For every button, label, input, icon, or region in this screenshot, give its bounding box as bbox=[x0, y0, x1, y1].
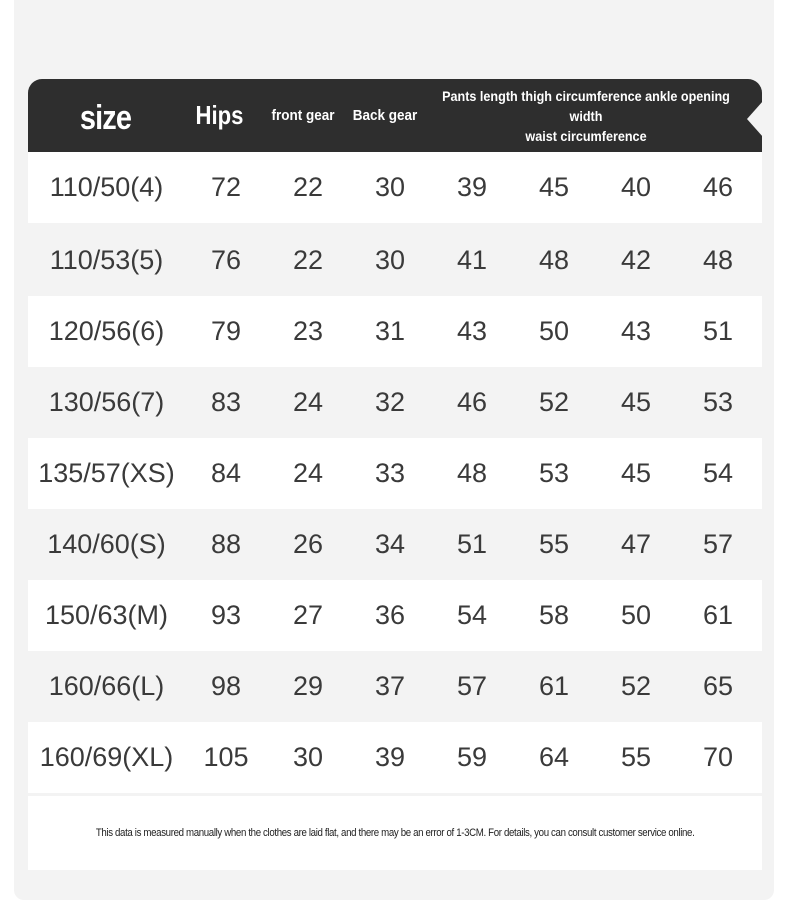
cell-value: 43 bbox=[456, 316, 488, 346]
cell-value: 47 bbox=[620, 529, 652, 559]
cell-value: 40 bbox=[620, 172, 652, 202]
cell-value: 31 bbox=[374, 316, 406, 346]
cell-value: 88 bbox=[210, 529, 242, 559]
cell-value: 57 bbox=[456, 671, 488, 701]
header-measurements-line1: Pants length thigh circumference ankle opening width bbox=[442, 87, 730, 124]
cell-value: 45 bbox=[620, 458, 652, 488]
cell-value: 33 bbox=[374, 458, 406, 488]
cell-value: 27 bbox=[292, 600, 324, 630]
cell-value: 76 bbox=[210, 245, 242, 275]
cell-value: 83 bbox=[210, 387, 242, 417]
table-row bbox=[28, 225, 762, 296]
cell-value: 58 bbox=[538, 600, 570, 630]
table-row bbox=[28, 722, 762, 793]
cell-value: 64 bbox=[538, 742, 570, 772]
cell-value: 72 bbox=[210, 172, 242, 202]
cell-value: 46 bbox=[456, 387, 488, 417]
cell-value: 79 bbox=[210, 316, 242, 346]
cell-value: 55 bbox=[620, 742, 652, 772]
header-front-gear: front gear bbox=[271, 107, 335, 124]
cell-value: 30 bbox=[292, 742, 324, 772]
cell-value: 30 bbox=[374, 172, 406, 202]
cell-size: 140/60(S) bbox=[47, 529, 166, 559]
table-row bbox=[28, 152, 762, 223]
cell-value: 42 bbox=[620, 245, 652, 275]
cell-value: 52 bbox=[620, 671, 652, 701]
cell-value: 48 bbox=[456, 458, 488, 488]
cell-value: 54 bbox=[456, 600, 488, 630]
table-row bbox=[28, 296, 762, 367]
cell-value: 51 bbox=[702, 316, 734, 346]
cell-value: 50 bbox=[538, 316, 570, 346]
cell-value: 105 bbox=[203, 742, 249, 772]
header-measurements bbox=[442, 86, 730, 146]
cell-value: 51 bbox=[456, 529, 488, 559]
cell-value: 22 bbox=[292, 245, 324, 275]
cell-value: 54 bbox=[702, 458, 734, 488]
cell-value: 39 bbox=[456, 172, 488, 202]
cell-value: 36 bbox=[374, 600, 406, 630]
cell-size: 120/56(6) bbox=[48, 316, 165, 346]
table-row bbox=[28, 438, 762, 509]
cell-value: 23 bbox=[292, 316, 324, 346]
cell-value: 65 bbox=[702, 671, 734, 701]
footer-note-area bbox=[28, 796, 762, 870]
cell-value: 61 bbox=[702, 600, 734, 630]
cell-value: 50 bbox=[620, 600, 652, 630]
cell-value: 45 bbox=[620, 387, 652, 417]
cell-value: 34 bbox=[374, 529, 406, 559]
cell-value: 29 bbox=[292, 671, 324, 701]
cell-value: 53 bbox=[538, 458, 570, 488]
table-row bbox=[28, 651, 762, 722]
header-notch bbox=[747, 101, 763, 137]
cell-size: 110/53(5) bbox=[49, 245, 164, 275]
cell-value: 26 bbox=[292, 529, 324, 559]
cell-value: 41 bbox=[456, 245, 488, 275]
header-size: size bbox=[79, 99, 132, 137]
cell-value: 70 bbox=[702, 742, 734, 772]
cell-value: 93 bbox=[210, 600, 242, 630]
cell-size: 130/56(7) bbox=[48, 387, 165, 417]
table-row bbox=[28, 509, 762, 580]
table-header bbox=[28, 79, 762, 152]
cell-value: 43 bbox=[620, 316, 652, 346]
cell-value: 22 bbox=[292, 172, 324, 202]
header-measurements-line2: waist circumference bbox=[525, 127, 647, 144]
cell-value: 84 bbox=[210, 458, 242, 488]
cell-value: 39 bbox=[374, 742, 406, 772]
cell-value: 46 bbox=[702, 172, 734, 202]
cell-size: 150/63(M) bbox=[44, 600, 169, 630]
cell-size: 160/69(XL) bbox=[39, 742, 174, 772]
cell-value: 48 bbox=[702, 245, 734, 275]
cell-value: 98 bbox=[210, 671, 242, 701]
cell-value: 32 bbox=[374, 387, 406, 417]
cell-size: 110/50(4) bbox=[49, 172, 164, 202]
cell-value: 24 bbox=[292, 387, 324, 417]
cell-value: 52 bbox=[538, 387, 570, 417]
cell-value: 45 bbox=[538, 172, 570, 202]
cell-value: 37 bbox=[374, 671, 406, 701]
header-back-gear: Back gear bbox=[352, 107, 418, 124]
cell-value: 48 bbox=[538, 245, 570, 275]
cell-size: 135/57(XS) bbox=[38, 458, 175, 488]
cell-size: 160/66(L) bbox=[48, 671, 165, 701]
cell-value: 53 bbox=[702, 387, 734, 417]
cell-value: 59 bbox=[456, 742, 488, 772]
cell-value: 30 bbox=[374, 245, 406, 275]
cell-value: 55 bbox=[538, 529, 570, 559]
cell-value: 57 bbox=[702, 529, 734, 559]
table-row bbox=[28, 580, 762, 651]
measurement-note: This data is measured manually when the clothes are laid flat, and there may be an error of 1-3CM. For details, you can consult customer service online. bbox=[95, 827, 695, 839]
cell-value: 61 bbox=[538, 671, 570, 701]
header-hips: Hips bbox=[195, 100, 244, 130]
cell-value: 24 bbox=[292, 458, 324, 488]
table-row bbox=[28, 367, 762, 438]
